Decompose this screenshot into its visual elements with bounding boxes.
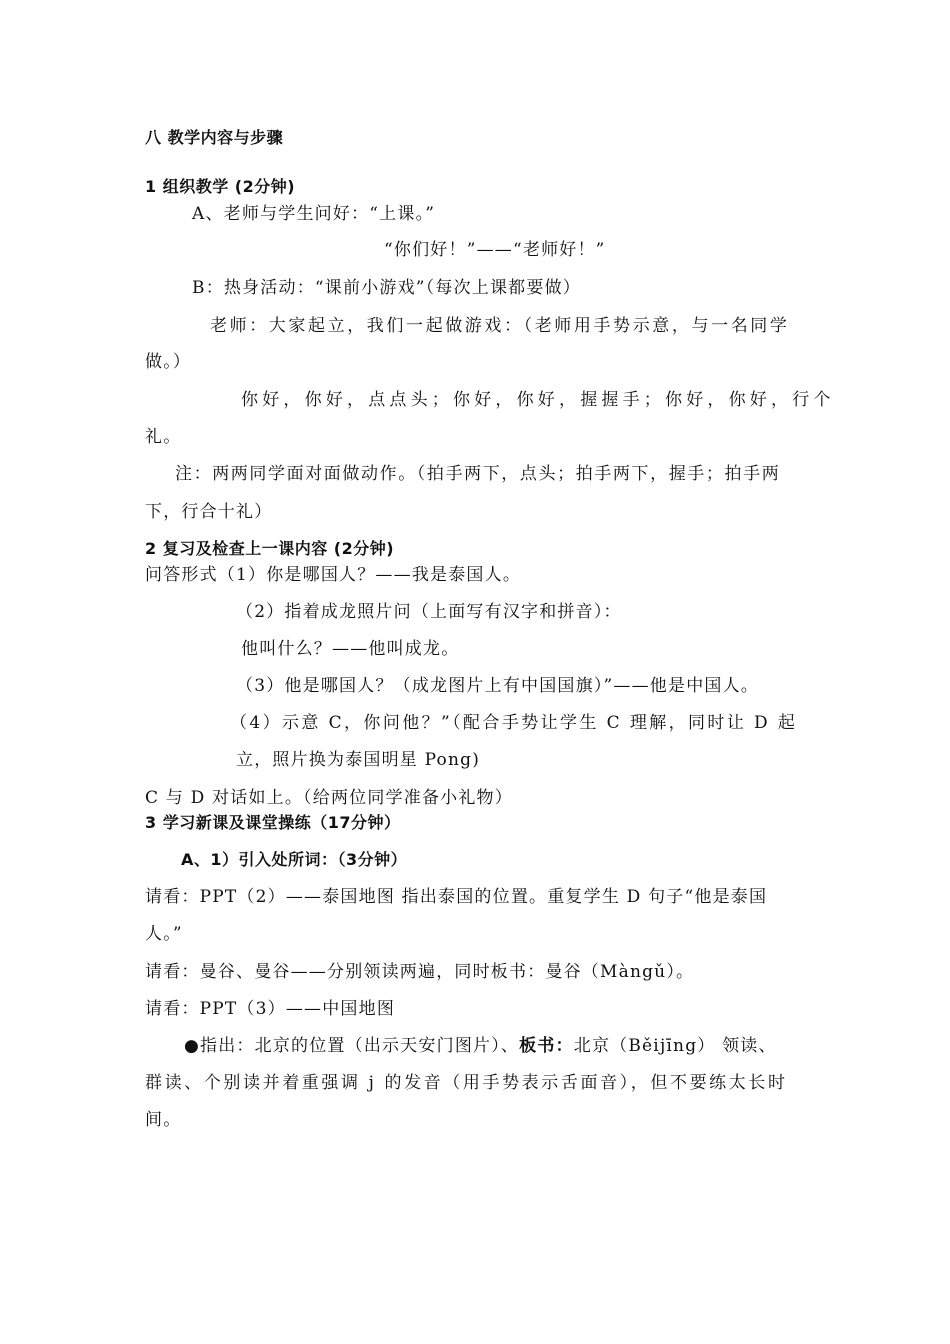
s1-note-1: 注：两两同学面对面做动作。（拍手两下，点头；拍手两下，握手；拍手两 [175,464,781,484]
s2-q4b: 立，照片换为泰国明星 Pong) [236,750,481,770]
s3-p4-line2: 群读、个别读并着重强调 j 的发音（用手势表示舌面音），但不要练太长时 [145,1073,788,1093]
s2-q3: （3）他是哪国人？（成龙图片上有中国国旗）”——他是中国人。 [236,676,760,696]
s1-game-2: 礼。 [145,427,182,447]
s3-p4-line1 [184,1034,777,1058]
s1-a-line: A、老师与学生问好：“上课。” [192,204,436,224]
s3-p4-board-label: 板书： [519,1036,574,1056]
s3-heading: 3 学习新课及课堂操练（17分钟） [145,813,401,832]
s3-p4-line3: 间。 [145,1110,182,1130]
s2-q2: （2）指着成龙照片问（上面写有汉字和拼音）： [236,602,622,622]
s1-a-reply: “你们好！”——“老师好！” [384,240,606,260]
s2-q2b: 他叫什么？——他叫成龙。 [241,639,460,659]
s2-heading: 2 复习及检查上一课内容 (2分钟) [145,539,395,558]
s2-q4: （4）示意 C，你问他？”（配合手势让学生 C 理解，同时让 D 起 [230,713,798,733]
s3-p1-1: 请看：PPT（2）——泰国地图 指出泰国的位置。重复学生 D 句子“他是泰国 [145,887,768,907]
s2-q1: 问答形式（1）你是哪国人？——我是泰国人。 [145,565,522,585]
s3-p4-text-a: ●指出：北京的位置（出示天安门图片）、 [184,1036,520,1056]
s1-teacher-1: 老师：大家起立，我们一起做游戏：（老师用手势示意，与一名同学 [210,316,790,336]
s1-b-line: B：热身活动：“课前小游戏”（每次上课都要做） [192,278,581,298]
s3-sub: A、1）引入处所词：（3分钟） [181,850,408,869]
section-title: 八 教学内容与步骤 [145,128,284,147]
s1-heading: 1 组织教学 (2分钟) [145,177,296,196]
s1-teacher-2: 做。） [145,352,192,372]
s3-p2: 请看：曼谷、曼谷——分别领读两遍，同时板书：曼谷（Màngǔ）。 [145,962,695,982]
s3-p4-text-b: 北京（Běijīng） 领读、 [573,1036,777,1056]
s3-p3: 请看：PPT（3）——中国地图 [145,999,396,1019]
s1-game-1: 你好，你好，点点头；你好，你好，握握手；你好，你好，行个 [241,390,835,410]
s3-p1-2: 人。” [145,924,183,944]
s2-cd: C 与 D 对话如上。（给两位同学准备小礼物） [145,788,513,808]
s1-note-2: 下，行合十礼） [145,502,273,522]
